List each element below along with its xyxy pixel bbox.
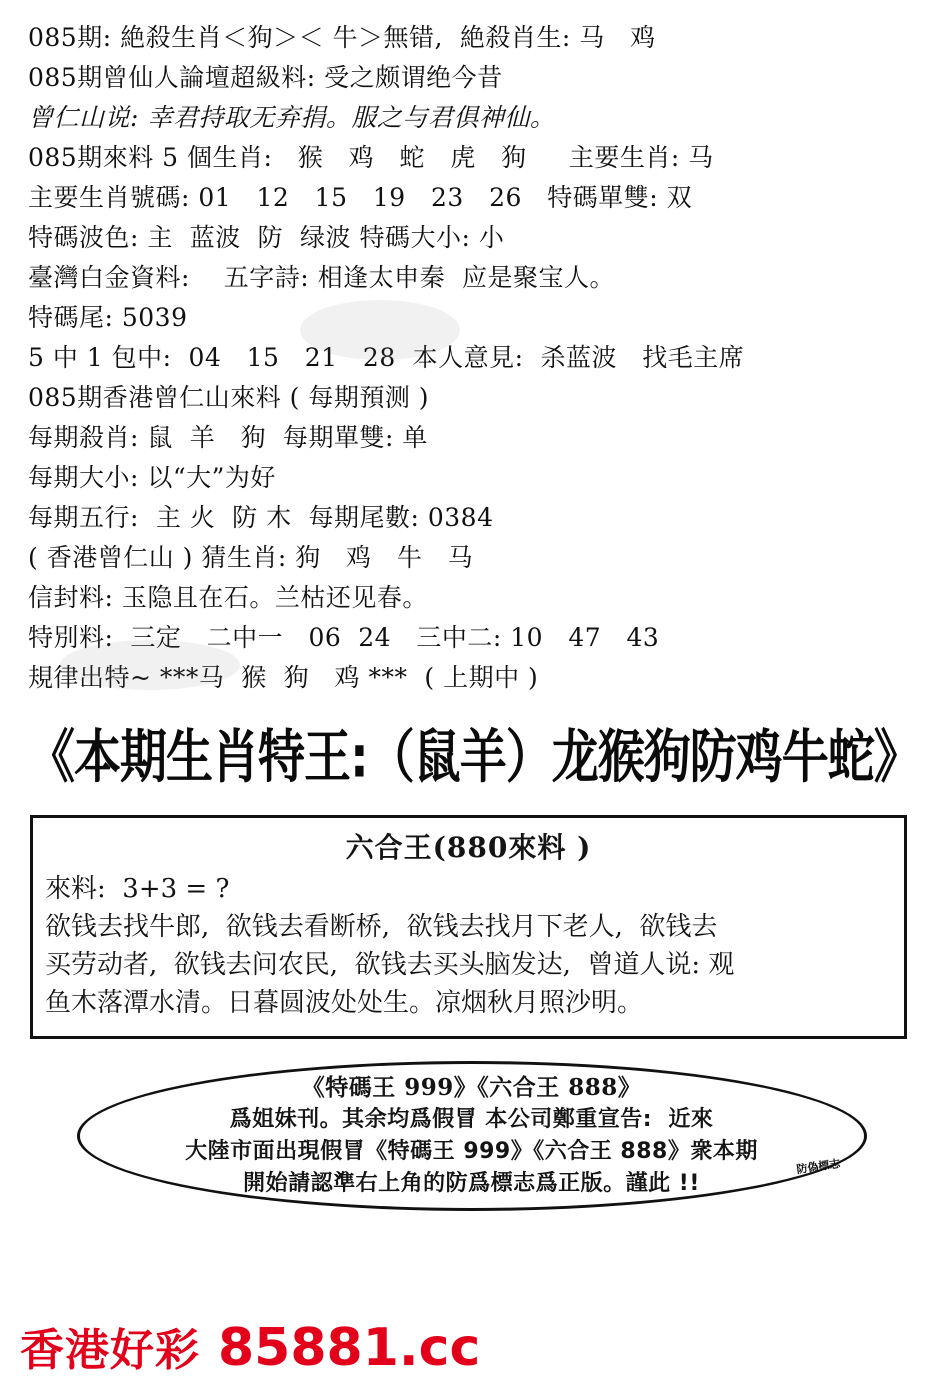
text-line: 085期來料 5 個生肖: 猴 鸡 蛇 虎 狗 主要生肖: 马 (28, 143, 714, 172)
liuhewang-line: 欲钱去找牛郎, 欲钱去看断桥, 欲钱去找月下老人, 欲钱去 (45, 912, 718, 942)
liuhewang-line: 买劳动者, 欲钱去问农民, 欲钱去买头脑发达, 曾道人说: 观 (45, 950, 735, 980)
text-line: ( 香港曾仁山 ) 猜生肖: 狗 鸡 牛 马 (28, 543, 474, 572)
notice-line: 爲姐妹刊。其余均爲假冒 本公司鄭重宣告: 近來 (229, 1107, 714, 1132)
text-line: 5 中 1 包中: 04 15 21 28 本人意見: 杀蓝波 找毛主席 (28, 343, 745, 372)
footer-url: 85881.cc (218, 1318, 481, 1378)
text-line: 085期香港曾仁山來料 ( 每期預测 ) (28, 383, 430, 412)
top-text-block (28, 18, 915, 698)
text-line: 085期曾仙人論壇超級料: 受之颇谓绝今昔 (28, 63, 503, 92)
text-line: 每期大小: 以“大”为好 (28, 463, 276, 492)
liuhewang-line: 來料: 3+3 = ? (45, 874, 230, 904)
text-line: 085期: 絶殺生肖＜狗＞＜ 牛＞無错, 絶殺肖生: 马 鸡 (28, 23, 656, 52)
text-line: 信封料: 玉隐且在石。兰枯还见春。 (28, 583, 428, 612)
text-line: 特碼尾: 5039 (28, 303, 188, 332)
text-line: 臺灣白金資料: 五字詩: 相逢太申秦 应是聚宝人。 (28, 263, 615, 292)
text-line: 特碼波色: 主 蓝波 防 绿波 特碼大小: 小 (28, 223, 505, 252)
anti-counterfeit-notice (77, 1061, 867, 1211)
text-line: 曾仁山说: 幸君持取无弃捐。服之与君俱神仙。 (28, 103, 556, 132)
footer-site-name: 香港好彩 (20, 1325, 200, 1376)
text-line: 每期五行: 主 火 防 木 每期尾數: 0384 (28, 503, 494, 532)
footer-branding (20, 1314, 480, 1378)
notice-line: 《特碼王 999》《六合王 888》 (301, 1074, 642, 1101)
text-line: 規律出特~ ***马 猴 狗 鸡 *** ( 上期中 ) (28, 663, 539, 692)
notice-line: 開始請認準右上角的防爲標志爲正版。謹此 !! (243, 1171, 700, 1196)
text-line: 特別料: 三定 二中一 06 24 三中二: 10 47 43 (28, 623, 660, 652)
seal-stamp-icon: 防偽標志 (795, 1157, 841, 1177)
headline-banner: 《本期生肖特王:（鼠羊）龙猴狗防鸡牛蛇》 (28, 724, 920, 792)
liuhewang-box-title: 六合王(880來料 ) (345, 831, 592, 864)
liuhewang-box (30, 815, 907, 1039)
liuhewang-line: 鱼木落潭水清。日暮圆波处处生。凉烟秋月照沙明。 (45, 988, 644, 1018)
notice-line: 大陸市面出現假冒《特碼王 999》《六合王 888》衆本期 (185, 1139, 758, 1164)
text-line: 主要生肖號碼: 01 12 15 19 23 26 特碼單雙: 双 (28, 183, 693, 212)
text-line: 每期殺肖: 鼠 羊 狗 每期單雙: 单 (28, 423, 428, 452)
